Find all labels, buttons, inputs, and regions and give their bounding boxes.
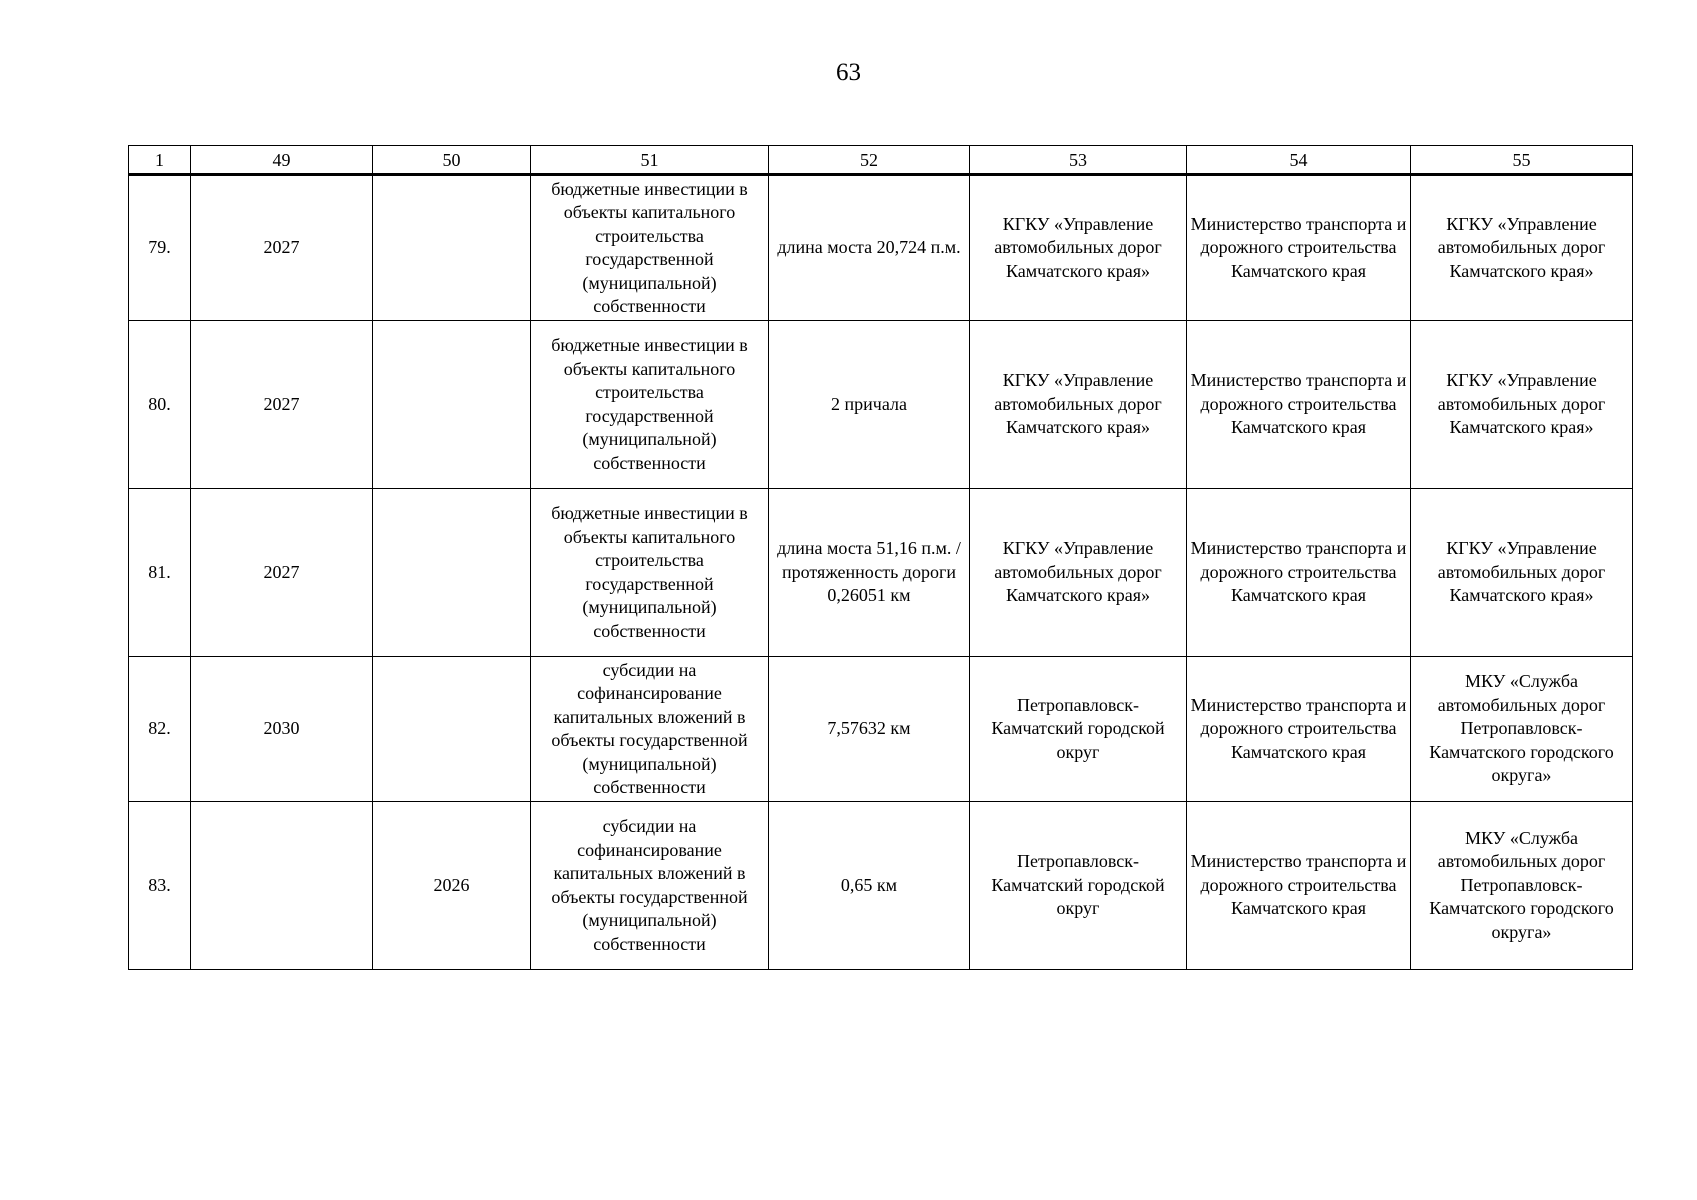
col53-cell: Петропавловск-Камчатский городской округ [970,802,1187,970]
column-header: 55 [1411,146,1633,175]
col50-cell: 2026 [373,802,531,970]
column-header: 1 [129,146,191,175]
table-header [129,146,1633,175]
row-number-cell: 82. [129,657,191,802]
row-number-cell: 81. [129,489,191,657]
page-number: 63 [836,59,861,86]
column-header: 51 [531,146,769,175]
col49-cell: 2027 [191,175,373,321]
col55-cell: КГКУ «Управление автомобильных дорог Камчатского края» [1411,175,1633,321]
col53-cell: КГКУ «Управление автомобильных дорог Камчатского края» [970,489,1187,657]
col51-cell: субсидии на софинансирование капитальных вложений в объекты государственной (муниципальной) собственности [531,657,769,802]
col49-cell: 2030 [191,657,373,802]
col50-cell [373,175,531,321]
col54-cell: Министерство транспорта и дорожного строительства Камчатского края [1187,657,1411,802]
col49-cell: 2027 [191,321,373,489]
col52-cell: длина моста 20,724 п.м. [769,175,970,321]
column-header: 52 [769,146,970,175]
table-row [129,802,1633,970]
table-body [129,175,1633,970]
col51-cell: субсидии на софинансирование капитальных вложений в объекты государственной (муниципальной) собственности [531,802,769,970]
data-table [128,145,1633,970]
col53-cell: КГКУ «Управление автомобильных дорог Камчатского края» [970,321,1187,489]
col52-cell: 0,65 км [769,802,970,970]
col55-cell: КГКУ «Управление автомобильных дорог Камчатского края» [1411,321,1633,489]
col54-cell: Министерство транспорта и дорожного строительства Камчатского края [1187,489,1411,657]
col55-cell: МКУ «Служба автомобильных дорог Петропавловск-Камчатского городского округа» [1411,802,1633,970]
col52-cell: 2 причала [769,321,970,489]
table-row [129,321,1633,489]
col51-cell: бюджетные инвестиции в объекты капитального строительства государственной (муниципальной) собственности [531,489,769,657]
row-number-cell: 83. [129,802,191,970]
col50-cell [373,489,531,657]
table-row [129,657,1633,802]
column-header: 50 [373,146,531,175]
table-row [129,489,1633,657]
col50-cell [373,321,531,489]
col54-cell: Министерство транспорта и дорожного строительства Камчатского края [1187,321,1411,489]
col55-cell: МКУ «Служба автомобильных дорог Петропавловск-Камчатского городского округа» [1411,657,1633,802]
col51-cell: бюджетные инвестиции в объекты капитального строительства государственной (муниципальной) собственности [531,175,769,321]
col55-cell: КГКУ «Управление автомобильных дорог Камчатского края» [1411,489,1633,657]
row-number-cell: 79. [129,175,191,321]
column-header: 53 [970,146,1187,175]
header-row [129,146,1633,175]
table-row [129,175,1633,321]
row-number-cell: 80. [129,321,191,489]
col49-cell [191,802,373,970]
col51-cell: бюджетные инвестиции в объекты капитального строительства государственной (муниципальной) собственности [531,321,769,489]
col52-cell: 7,57632 км [769,657,970,802]
col53-cell: КГКУ «Управление автомобильных дорог Камчатского края» [970,175,1187,321]
col54-cell: Министерство транспорта и дорожного строительства Камчатского края [1187,175,1411,321]
col49-cell: 2027 [191,489,373,657]
column-header: 54 [1187,146,1411,175]
column-header: 49 [191,146,373,175]
col53-cell: Петропавловск-Камчатский городской округ [970,657,1187,802]
col50-cell [373,657,531,802]
col54-cell: Министерство транспорта и дорожного строительства Камчатского края [1187,802,1411,970]
col52-cell: длина моста 51,16 п.м. / протяженность дороги 0,26051 км [769,489,970,657]
